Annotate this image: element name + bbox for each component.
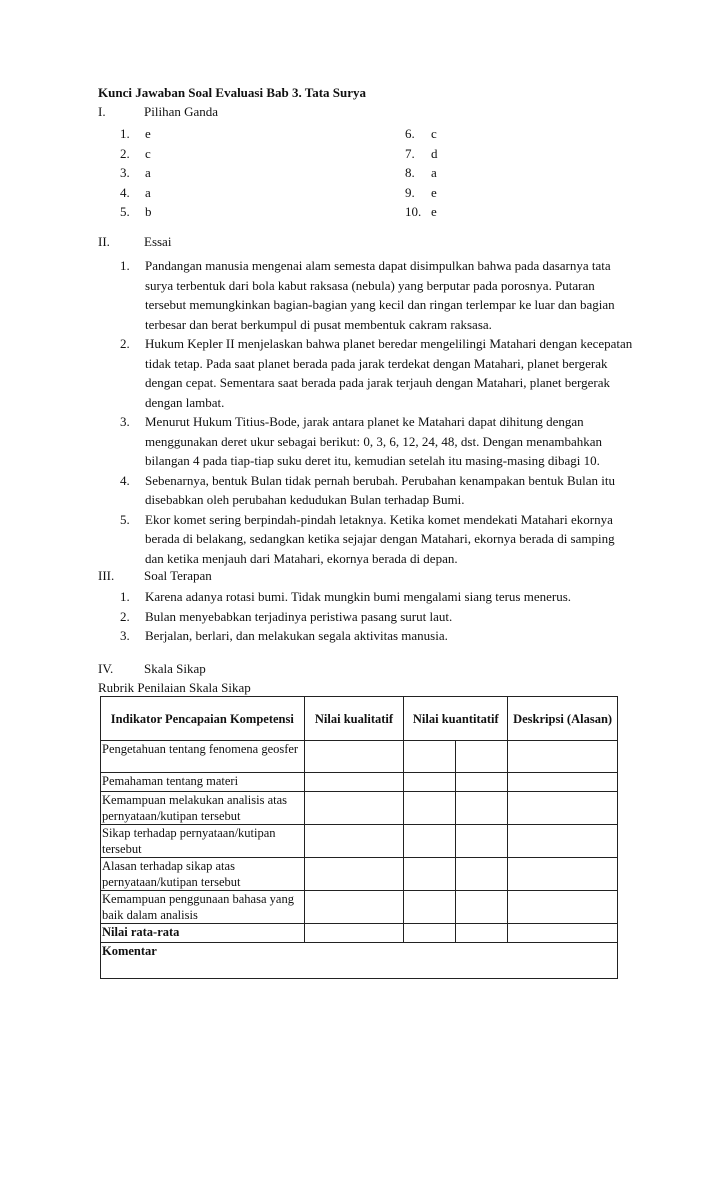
header-deskripsi: Deskripsi (Alasan)	[508, 697, 618, 741]
header-indikator: Indikator Pencapaian Kompetensi	[101, 697, 305, 741]
section-skala-sikap	[98, 661, 206, 677]
rubric-caption: Rubrik Penilaian Skala Sikap	[98, 680, 251, 695]
answer-letter: d	[431, 145, 438, 161]
empty-cell	[456, 858, 508, 891]
item-text: Ekor komet sering berpindah-pindah letaknya. Ketika komet mendekati Matahari ekornya berada di belakang, sedangkan ketika sejajar dengan Matahari, ekornya berada di samping dan ketika menjauh dari Matahari, ekornya berada di depan.	[145, 511, 615, 566]
table-row	[101, 891, 618, 924]
item-text: Hukum Kepler II menjelaskan bahwa planet beredar mengelilingi Matahari dengan kecepatan tidak tetap. Pada saat planet berada pada jarak terdekat dengan Matahari, planet bergerak dengan cepat. Sementara saat berada pada jarak terjauh dengan Matahari, planet bergerak dengan lambat.	[145, 336, 633, 410]
item-number: 1.	[120, 589, 130, 604]
item-number: 4.	[120, 472, 130, 488]
answer-row	[120, 144, 460, 164]
table-row	[101, 858, 618, 891]
answer-letter: a	[145, 184, 151, 200]
section-pilihan-ganda	[98, 104, 218, 120]
multiple-choice-answers	[120, 124, 460, 222]
answer-letter: e	[145, 126, 151, 141]
item-text: Menurut Hukum Titius-Bode, jarak antara planet ke Matahari dapat dihitung dengan menggunakan deret ukur sebagai berikut: 0, 3, 6, 12, 24, 48, dst. Dengan menambahkan bilangan 4 pada tiap-tiap suku deret itu, kemudian setelah itu masing-masing dibagi 10.	[145, 414, 603, 468]
list-item	[120, 510, 640, 569]
empty-cell	[456, 741, 508, 773]
empty-cell	[508, 924, 618, 943]
rubric-table	[100, 696, 618, 979]
empty-cell	[304, 825, 404, 858]
indicator-cell: Alasan terhadap sikap atas pernyataan/kutipan tersebut	[101, 858, 305, 891]
item-text: Berjalan, berlari, dan melakukan segala aktivitas manusia.	[145, 628, 448, 643]
table-row	[101, 792, 618, 825]
empty-cell	[456, 825, 508, 858]
answer-number: 8.	[405, 165, 415, 180]
list-item	[120, 471, 640, 510]
item-text: Bulan menyebabkan terjadinya peristiwa pasang surut laut.	[145, 608, 453, 624]
answer-number: 1.	[120, 126, 130, 141]
table-header-row	[101, 697, 618, 741]
table-row	[101, 773, 618, 792]
empty-cell	[508, 825, 618, 858]
answer-letter: e	[431, 204, 437, 219]
indicator-cell: Kemampuan penggunaan bahasa yang baik dalam analisis	[101, 891, 305, 924]
empty-cell	[508, 741, 618, 773]
item-text: Karena adanya rotasi bumi. Tidak mungkin bumi mengalami siang terus menerus.	[145, 589, 572, 604]
item-text: Pandangan manusia mengenai alam semesta dapat disimpulkan bahwa pada dasarnya tata surya terbentuk dari bola kabut raksasa (nebula) yang berputar pada porosnya. Putaran tersebut memungkinkan bagian-bagian yang kecil dan ringan terlempar ke luar dan bagian terbesar dan berat berkumpul di pusat membentuk cakram raksasa.	[145, 258, 615, 332]
table-row	[101, 825, 618, 858]
item-text: Sebenarnya, bentuk Bulan tidak pernah berubah. Perubahan kenampakan bentuk Bulan itu disebabkan oleh perubahan kedudukan Bulan terhadap Bumi.	[145, 472, 616, 507]
empty-cell	[404, 858, 456, 891]
empty-cell	[508, 773, 618, 792]
empty-cell	[508, 858, 618, 891]
applied-answers	[120, 587, 640, 646]
empty-cell	[456, 792, 508, 825]
answer-letter: e	[431, 184, 437, 200]
empty-cell	[456, 924, 508, 943]
section-number: III.	[98, 568, 115, 583]
empty-cell	[404, 792, 456, 825]
answer-row	[120, 124, 460, 144]
list-item	[120, 626, 640, 646]
answer-row	[120, 183, 460, 203]
answer-number: 6.	[405, 126, 415, 141]
empty-cell	[304, 773, 404, 792]
empty-cell	[304, 858, 404, 891]
empty-cell	[456, 773, 508, 792]
answer-number: 3.	[120, 165, 130, 180]
average-row	[101, 924, 618, 943]
empty-cell	[456, 891, 508, 924]
section-label: Pilihan Ganda	[144, 104, 219, 119]
answer-number: 10.	[405, 204, 422, 219]
list-item	[120, 587, 640, 607]
list-item	[120, 256, 640, 334]
section-label: Skala Sikap	[144, 661, 206, 676]
item-number: 5.	[120, 511, 130, 527]
empty-cell	[508, 792, 618, 825]
empty-cell	[404, 924, 456, 943]
section-number: II.	[98, 234, 110, 249]
empty-cell	[404, 773, 456, 792]
empty-cell	[304, 792, 404, 825]
header-nilai-kualitatif: Nilai kualitatif	[304, 697, 404, 741]
indicator-cell: Kemampuan melakukan analisis atas pernyataan/kutipan tersebut	[101, 792, 305, 825]
empty-cell	[508, 891, 618, 924]
section-number: I.	[98, 104, 106, 119]
answer-number: 2.	[120, 145, 130, 161]
empty-cell	[404, 891, 456, 924]
empty-cell	[304, 891, 404, 924]
answer-letter: a	[145, 165, 151, 180]
table-row	[101, 741, 618, 773]
indicator-cell: Pengetahuan tentang fenomena geosfer	[101, 741, 305, 773]
list-item	[120, 334, 640, 412]
comment-row	[101, 943, 618, 979]
section-essai	[98, 234, 171, 250]
item-number: 2.	[120, 608, 130, 624]
answer-number: 9.	[405, 184, 415, 200]
answer-row	[120, 202, 460, 222]
answer-letter: c	[145, 145, 151, 161]
average-label: Nilai rata-rata	[101, 924, 305, 943]
answer-number: 4.	[120, 184, 130, 200]
list-item	[120, 607, 640, 627]
answer-letter: b	[145, 204, 152, 219]
section-soal-terapan	[98, 568, 212, 584]
item-number: 3.	[120, 414, 130, 429]
indicator-cell: Sikap terhadap pernyataan/kutipan tersebut	[101, 825, 305, 858]
list-item	[120, 412, 640, 471]
empty-cell	[304, 741, 404, 773]
section-label: Essai	[144, 234, 172, 249]
comment-label: Komentar	[101, 943, 618, 979]
empty-cell	[304, 924, 404, 943]
empty-cell	[404, 825, 456, 858]
answer-number: 5.	[120, 204, 130, 219]
section-number: IV.	[98, 661, 114, 676]
item-number: 2.	[120, 336, 130, 351]
header-nilai-kuantitatif: Nilai kuantitatif	[404, 697, 508, 741]
item-number: 3.	[120, 628, 130, 643]
section-label: Soal Terapan	[144, 568, 212, 583]
document-title: Kunci Jawaban Soal Evaluasi Bab 3. Tata Surya	[98, 85, 367, 100]
essay-answers	[120, 256, 640, 568]
item-number: 1.	[120, 258, 130, 273]
answer-letter: a	[431, 165, 437, 180]
answer-letter: c	[431, 126, 437, 141]
answer-number: 7.	[405, 145, 415, 161]
answer-row	[120, 163, 460, 183]
indicator-cell: Pemahaman tentang materi	[101, 773, 305, 792]
empty-cell	[404, 741, 456, 773]
